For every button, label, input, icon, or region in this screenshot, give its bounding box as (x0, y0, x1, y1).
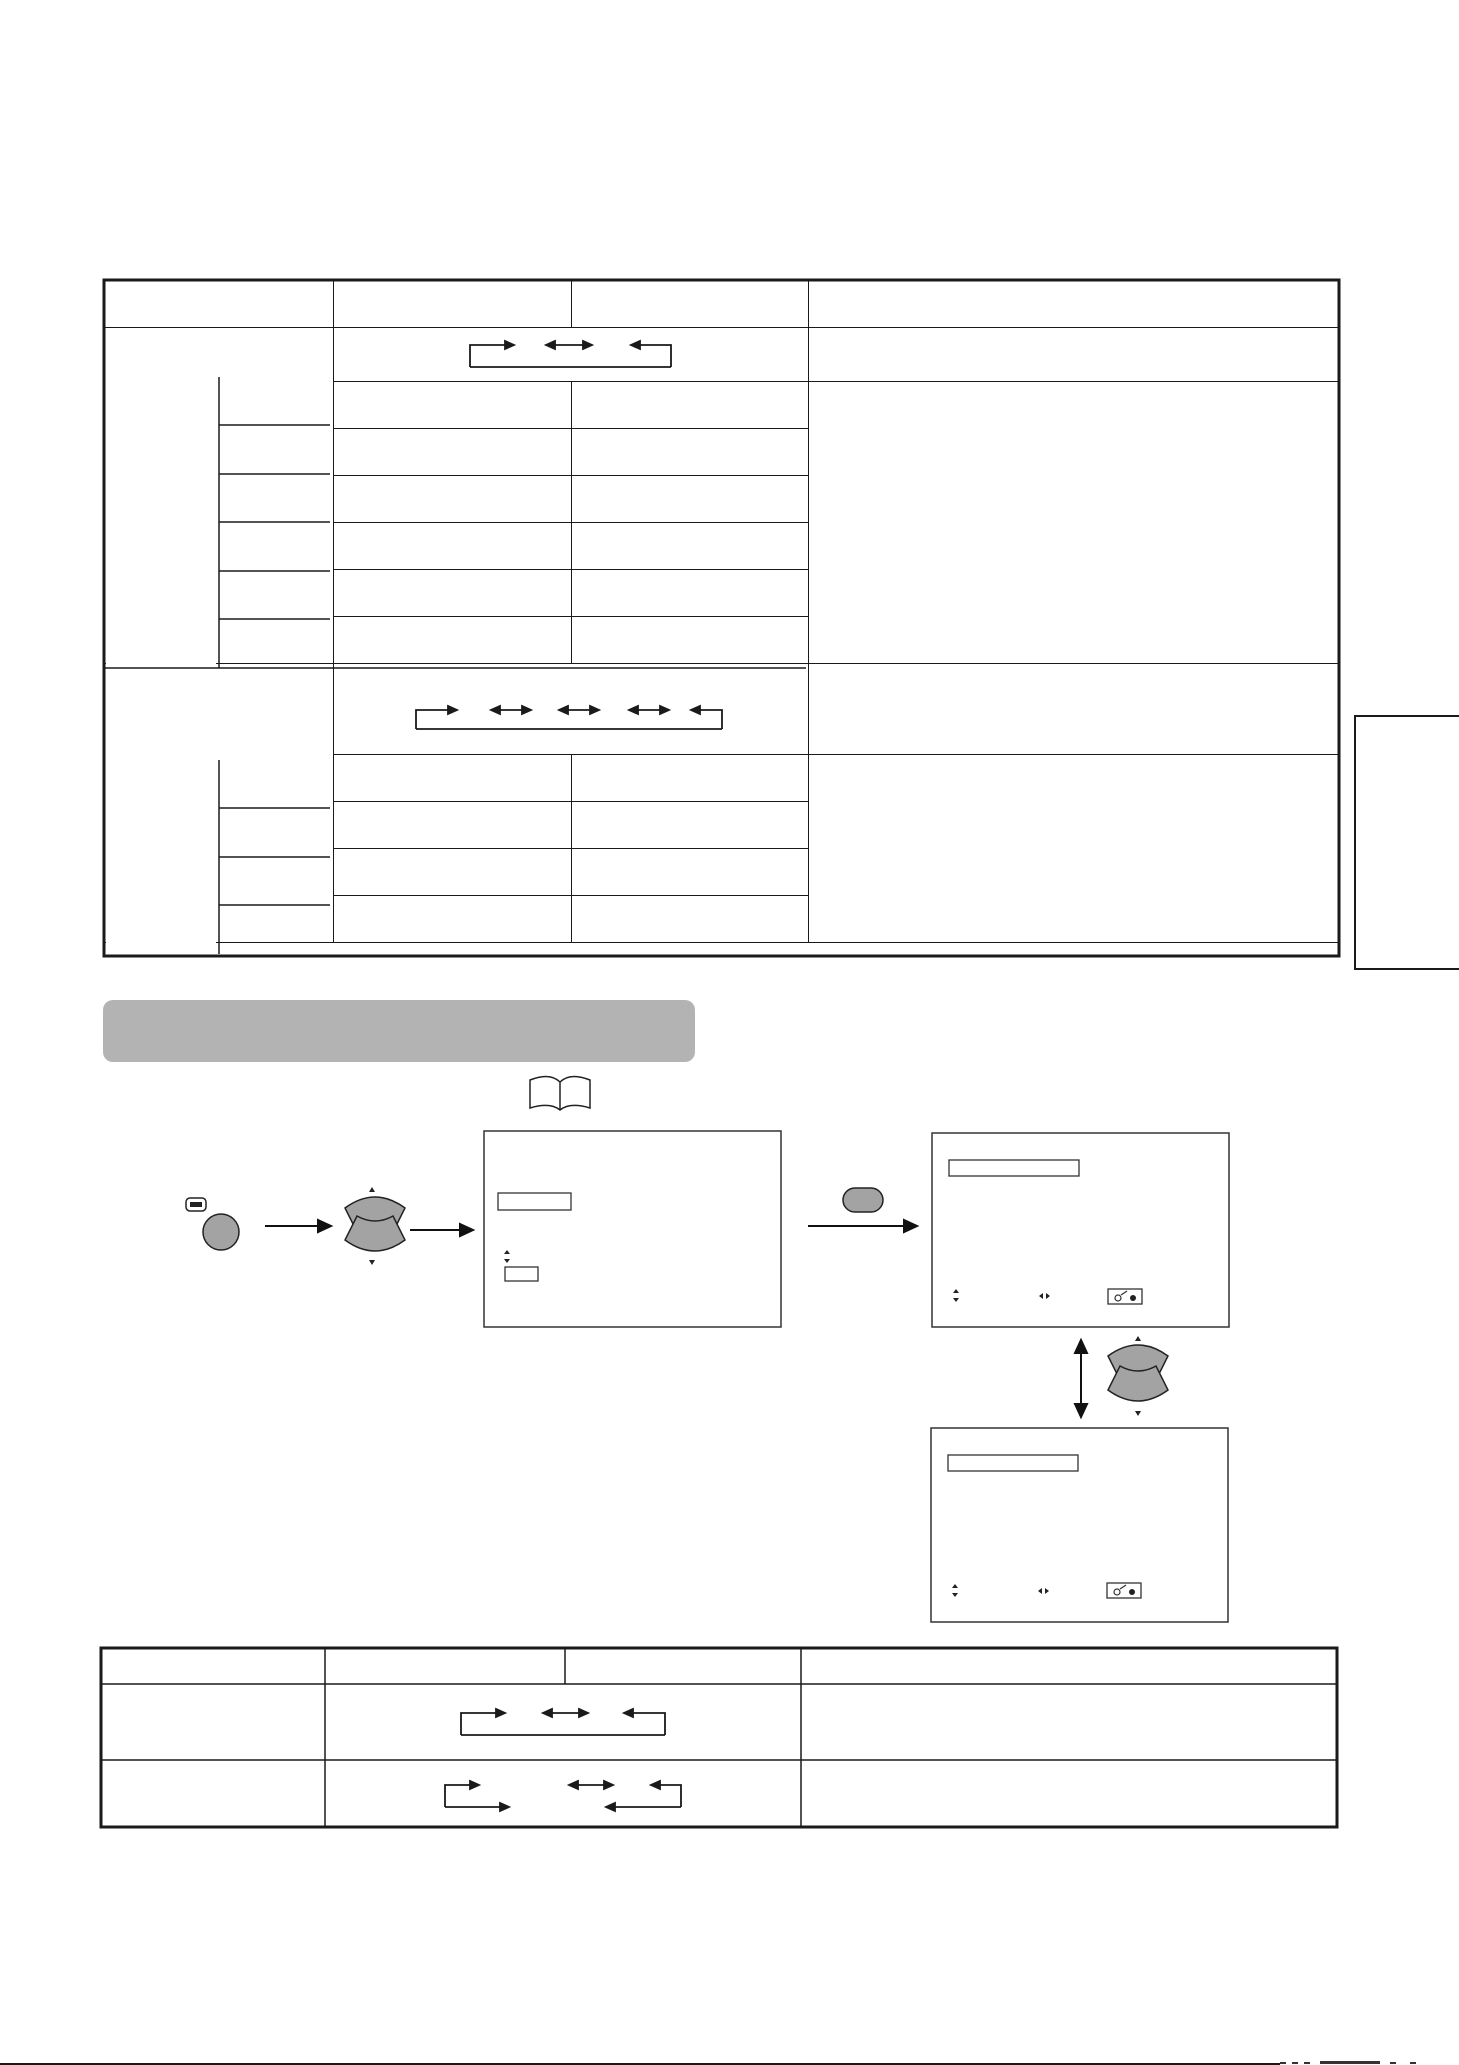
cycle-diagram-3 (461, 1709, 665, 1735)
cycle-diagram-4 (445, 1781, 681, 1811)
page-edge-marks (1270, 2058, 1450, 2065)
